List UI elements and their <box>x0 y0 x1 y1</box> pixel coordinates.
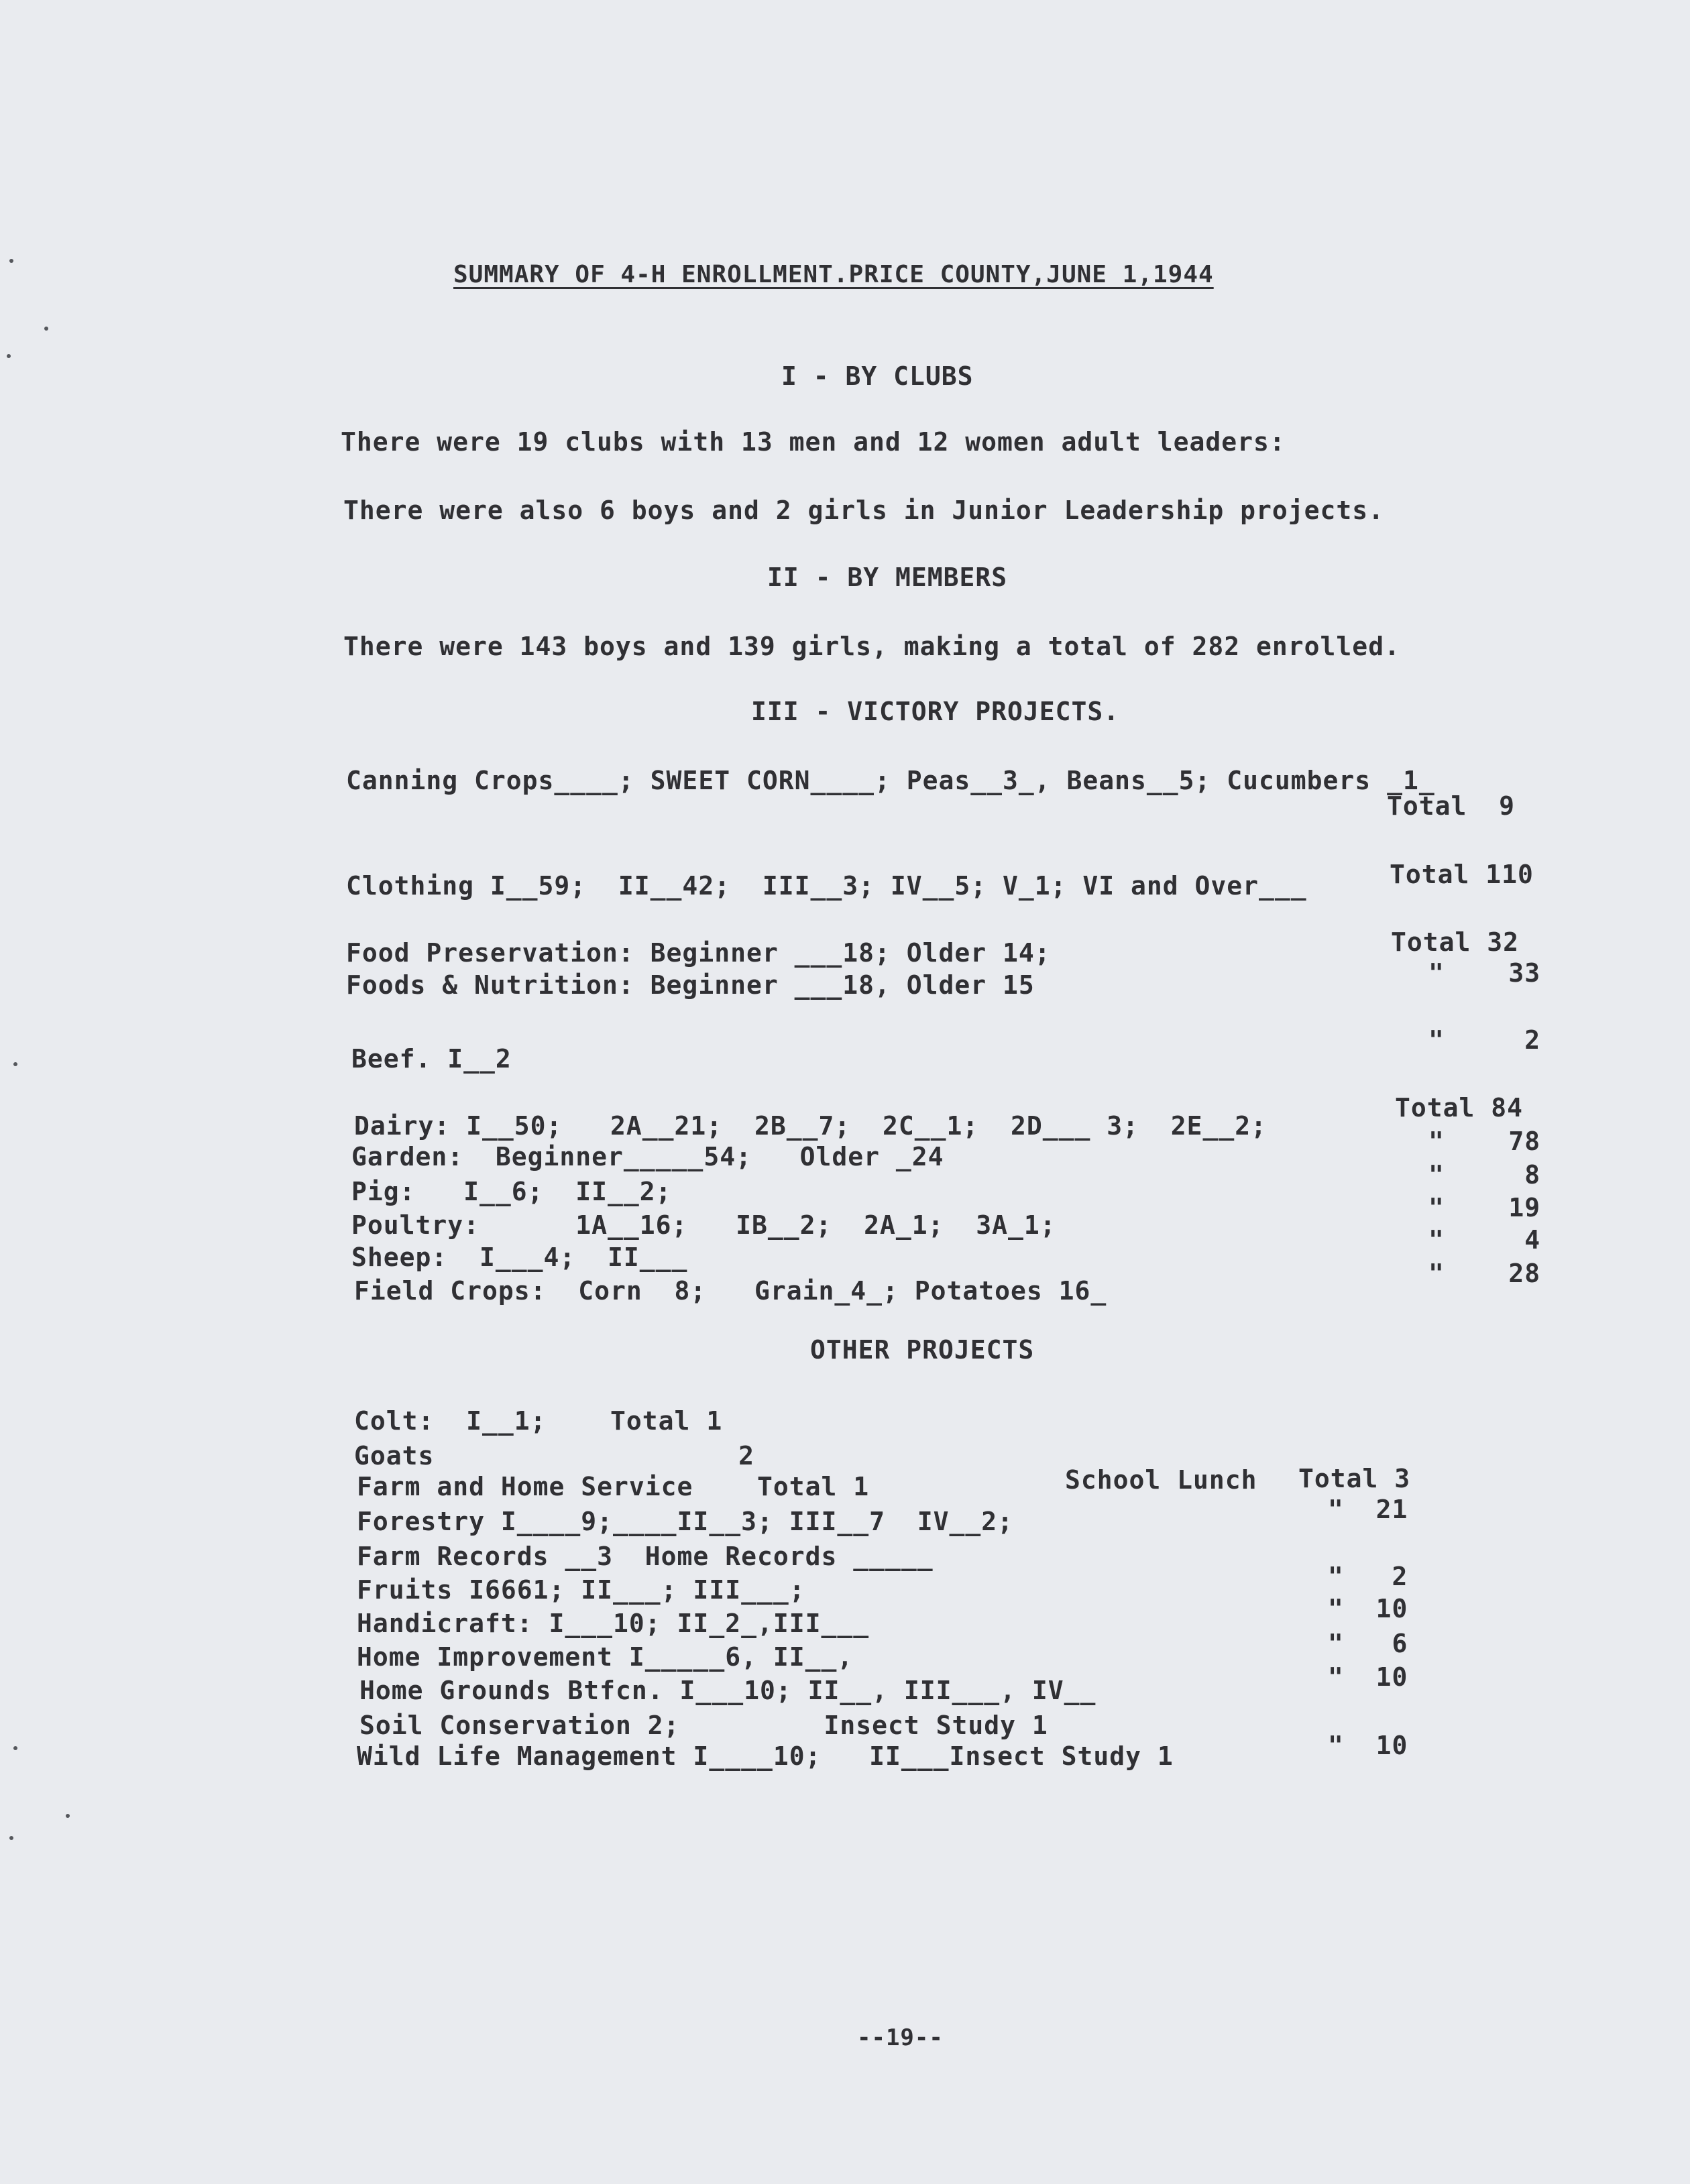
field-crops-line: Field Crops: Corn 8; Grain_4_; Potatoes 16_ <box>354 1276 1107 1306</box>
handicraft-line: Handicraft: I___10; II_2_,III___ <box>357 1609 870 1638</box>
food-preservation-line: Food Preservation: Beginner ___18; Older 14; <box>346 938 1051 968</box>
home-grounds-total: " 10 <box>1328 1662 1408 1692</box>
poultry-line: Poultry: 1A__16; IB__2; 2A_1; 3A_1; <box>351 1210 1056 1240</box>
section-heading-by-members: II - BY MEMBERS <box>767 563 1008 592</box>
dairy-total: Total 84 <box>1395 1093 1524 1123</box>
clothing-line: Clothing I__59; II__42; III__3; IV__5; V_1; VI and Over___ <box>346 871 1307 901</box>
section-heading-victory: III - VICTORY PROJECTS. <box>751 697 1120 726</box>
school-lunch-label: School Lunch <box>1065 1465 1257 1495</box>
garden-total: " 78 <box>1428 1127 1541 1156</box>
soil-conservation-line: Soil Conservation 2; Insect Study 1 <box>359 1711 1048 1740</box>
fruits-total: " 2 <box>1328 1562 1408 1591</box>
sheep-total: " 4 <box>1428 1225 1541 1255</box>
pig-line: Pig: I__6; II__2; <box>351 1177 672 1206</box>
food-preservation-total: Total 32 <box>1391 927 1520 957</box>
scan-speck <box>9 259 13 263</box>
goats-line: Goats 2 <box>354 1441 754 1471</box>
beef-total: " 2 <box>1428 1025 1541 1055</box>
pig-total: " 8 <box>1428 1160 1541 1190</box>
fruits-line: Fruits I6661; II___; III___; <box>357 1575 805 1605</box>
colt-line: Colt: I__1; Total 1 <box>354 1406 723 1436</box>
scan-speck <box>44 327 48 331</box>
canning-crops-line: Canning Crops____; SWEET CORN____; Peas__3_, Beans__5; Cucumbers _1_ <box>346 766 1435 795</box>
farm-home-service-line: Farm and Home Service Total 1 <box>357 1472 870 1501</box>
school-lunch-total: Total 3 <box>1298 1464 1411 1493</box>
page-title: SUMMARY OF 4-H ENROLLMENT.PRICE COUNTY,JUNE 1,1944 <box>453 261 1214 288</box>
handicraft-total: " 10 <box>1328 1594 1408 1623</box>
clothing-total: Total 110 <box>1390 860 1534 889</box>
clubs-line-2: There were also 6 boys and 2 girls in Junior Leadership projects. <box>343 496 1385 525</box>
foods-nutrition-line: Foods & Nutrition: Beginner ___18, Older 15 <box>346 970 1035 1000</box>
scan-speck <box>7 354 11 358</box>
garden-line: Garden: Beginner_____54; Older _24 <box>351 1142 944 1171</box>
scan-speck <box>66 1814 70 1818</box>
canning-crops-total: Total 9 <box>1387 791 1516 821</box>
scan-speck <box>13 1746 17 1750</box>
wildlife-management-line: Wild Life Management I____10; II___Insect Study 1 <box>357 1741 1174 1771</box>
scan-speck <box>13 1062 17 1066</box>
home-grounds-line: Home Grounds Btfcn. I___10; II__, III___, IV__ <box>359 1676 1096 1705</box>
members-line: There were 143 boys and 139 girls, making a total of 282 enrolled. <box>343 632 1400 661</box>
sheep-line: Sheep: I___4; II___ <box>351 1243 688 1272</box>
poultry-total: " 19 <box>1428 1193 1541 1222</box>
farm-records-line: Farm Records __3 Home Records _____ <box>357 1542 934 1571</box>
clubs-line-1: There were 19 clubs with 13 men and 12 women adult leaders: <box>341 427 1286 457</box>
page-number: --19-- <box>857 2024 944 2051</box>
foods-nutrition-total: " 33 <box>1428 958 1541 988</box>
home-improvement-line: Home Improvement I_____6, II__, <box>357 1642 854 1672</box>
forestry-line: Forestry I____9;____II__3; III__7 IV__2; <box>357 1507 1013 1536</box>
wildlife-management-total: " 10 <box>1328 1731 1408 1760</box>
forestry-total: " 21 <box>1328 1495 1408 1524</box>
home-improvement-total: " 6 <box>1328 1629 1408 1658</box>
beef-line: Beef. I__2 <box>351 1044 512 1074</box>
section-heading-by-clubs: I - BY CLUBS <box>781 361 974 391</box>
section-heading-other: OTHER PROJECTS <box>810 1335 1035 1365</box>
dairy-line: Dairy: I__50; 2A__21; 2B__7; 2C__1; 2D___ 3; 2E__2; <box>354 1111 1268 1141</box>
scan-speck <box>9 1836 13 1840</box>
field-crops-total: " 28 <box>1428 1259 1541 1288</box>
